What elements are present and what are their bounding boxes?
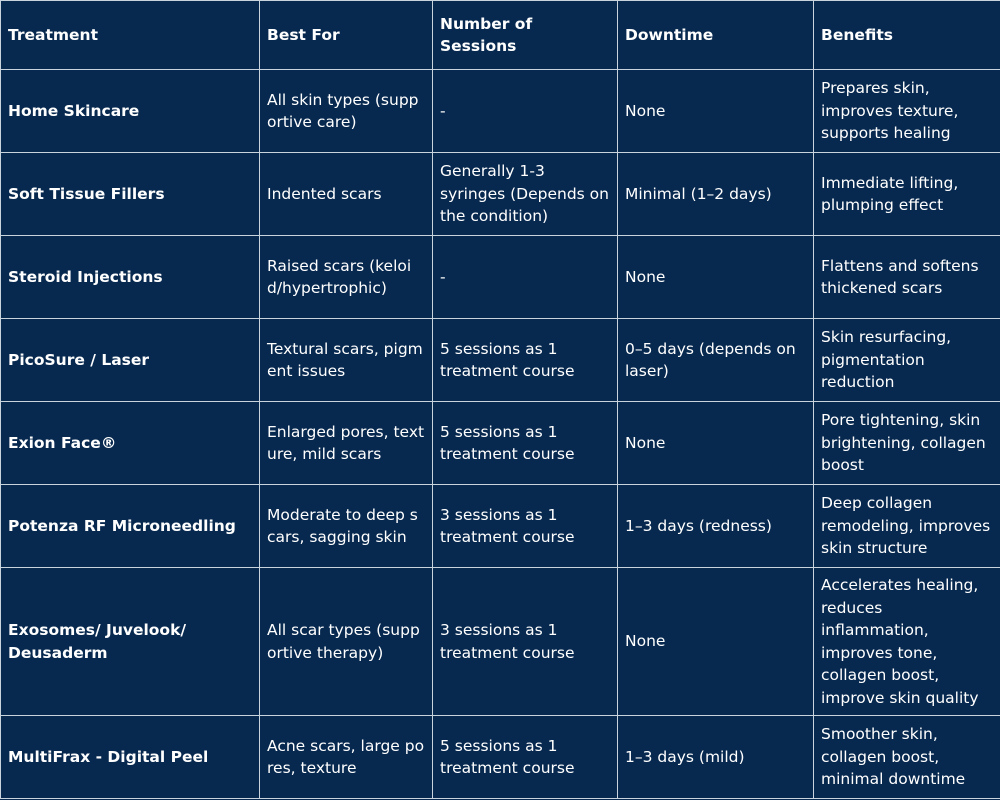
table-row <box>1 716 1000 799</box>
header-best-for: Best For <box>260 1 433 70</box>
header-benefits: Benefits <box>814 1 1000 70</box>
best-for-cell: Textural scars, pigment issues <box>260 319 433 402</box>
benefits-cell: Flattens and softens thickened scars <box>814 236 1000 319</box>
table-row <box>1 153 1000 236</box>
treatment-name: Exion Face® <box>1 402 260 485</box>
treatment-name: MultiFrax - Digital Peel <box>1 716 260 799</box>
table-row <box>1 319 1000 402</box>
table-row <box>1 236 1000 319</box>
sessions-cell: - <box>433 70 618 153</box>
table-row <box>1 485 1000 568</box>
benefits-cell: Deep collagen remodeling, improves skin structure <box>814 485 1000 568</box>
table-row <box>1 70 1000 153</box>
benefits-cell: Immediate lifting, plumping effect <box>814 153 1000 236</box>
benefits-cell: Accelerates healing, reduces inflammation, improves tone, collagen boost, improve skin quality <box>814 568 1000 716</box>
best-for-cell: Indented scars <box>260 153 433 236</box>
downtime-cell: None <box>618 70 814 153</box>
best-for-cell: Moderate to deep scars, sagging skin <box>260 485 433 568</box>
downtime-cell: None <box>618 402 814 485</box>
downtime-cell: 1–3 days (mild) <box>618 716 814 799</box>
treatment-name: Soft Tissue Fillers <box>1 153 260 236</box>
treatment-name: Exosomes/ Juvelook/ Deusaderm <box>1 568 260 716</box>
benefits-cell: Smoother skin, collagen boost, minimal downtime <box>814 716 1000 799</box>
header-downtime: Downtime <box>618 1 814 70</box>
treatment-name: Steroid Injections <box>1 236 260 319</box>
treatment-name: Potenza RF Microneedling <box>1 485 260 568</box>
header-number-of-sessions: Number of Sessions <box>433 1 618 70</box>
best-for-cell: Enlarged pores, texture, mild scars <box>260 402 433 485</box>
downtime-cell: 1–3 days (redness) <box>618 485 814 568</box>
sessions-cell: - <box>433 236 618 319</box>
best-for-cell: All skin types (supportive care) <box>260 70 433 153</box>
downtime-cell: None <box>618 236 814 319</box>
treatment-name: Home Skincare <box>1 70 260 153</box>
sessions-cell: 5 sessions as 1 treatment course <box>433 402 618 485</box>
best-for-cell: Acne scars, large pores, texture <box>260 716 433 799</box>
treatment-name: PicoSure / Laser <box>1 319 260 402</box>
downtime-cell: Minimal (1–2 days) <box>618 153 814 236</box>
header-treatment: Treatment <box>1 1 260 70</box>
sessions-cell: 5 sessions as 1 treatment course <box>433 716 618 799</box>
sessions-cell: Generally 1-3 syringes (Depends on the condition) <box>433 153 618 236</box>
sessions-cell: 3 sessions as 1 treatment course <box>433 568 618 716</box>
header-row <box>1 1 1000 70</box>
table-row <box>1 568 1000 716</box>
sessions-cell: 5 sessions as 1 treatment course <box>433 319 618 402</box>
downtime-cell: None <box>618 568 814 716</box>
benefits-cell: Pore tightening, skin brightening, collagen boost <box>814 402 1000 485</box>
table-row <box>1 402 1000 485</box>
best-for-cell: All scar types (supportive therapy) <box>260 568 433 716</box>
downtime-cell: 0–5 days (depends on laser) <box>618 319 814 402</box>
best-for-cell: Raised scars (keloid/hypertrophic) <box>260 236 433 319</box>
benefits-cell: Skin resurfacing, pigmentation reduction <box>814 319 1000 402</box>
benefits-cell: Prepares skin, improves texture, supports healing <box>814 70 1000 153</box>
sessions-cell: 3 sessions as 1 treatment course <box>433 485 618 568</box>
